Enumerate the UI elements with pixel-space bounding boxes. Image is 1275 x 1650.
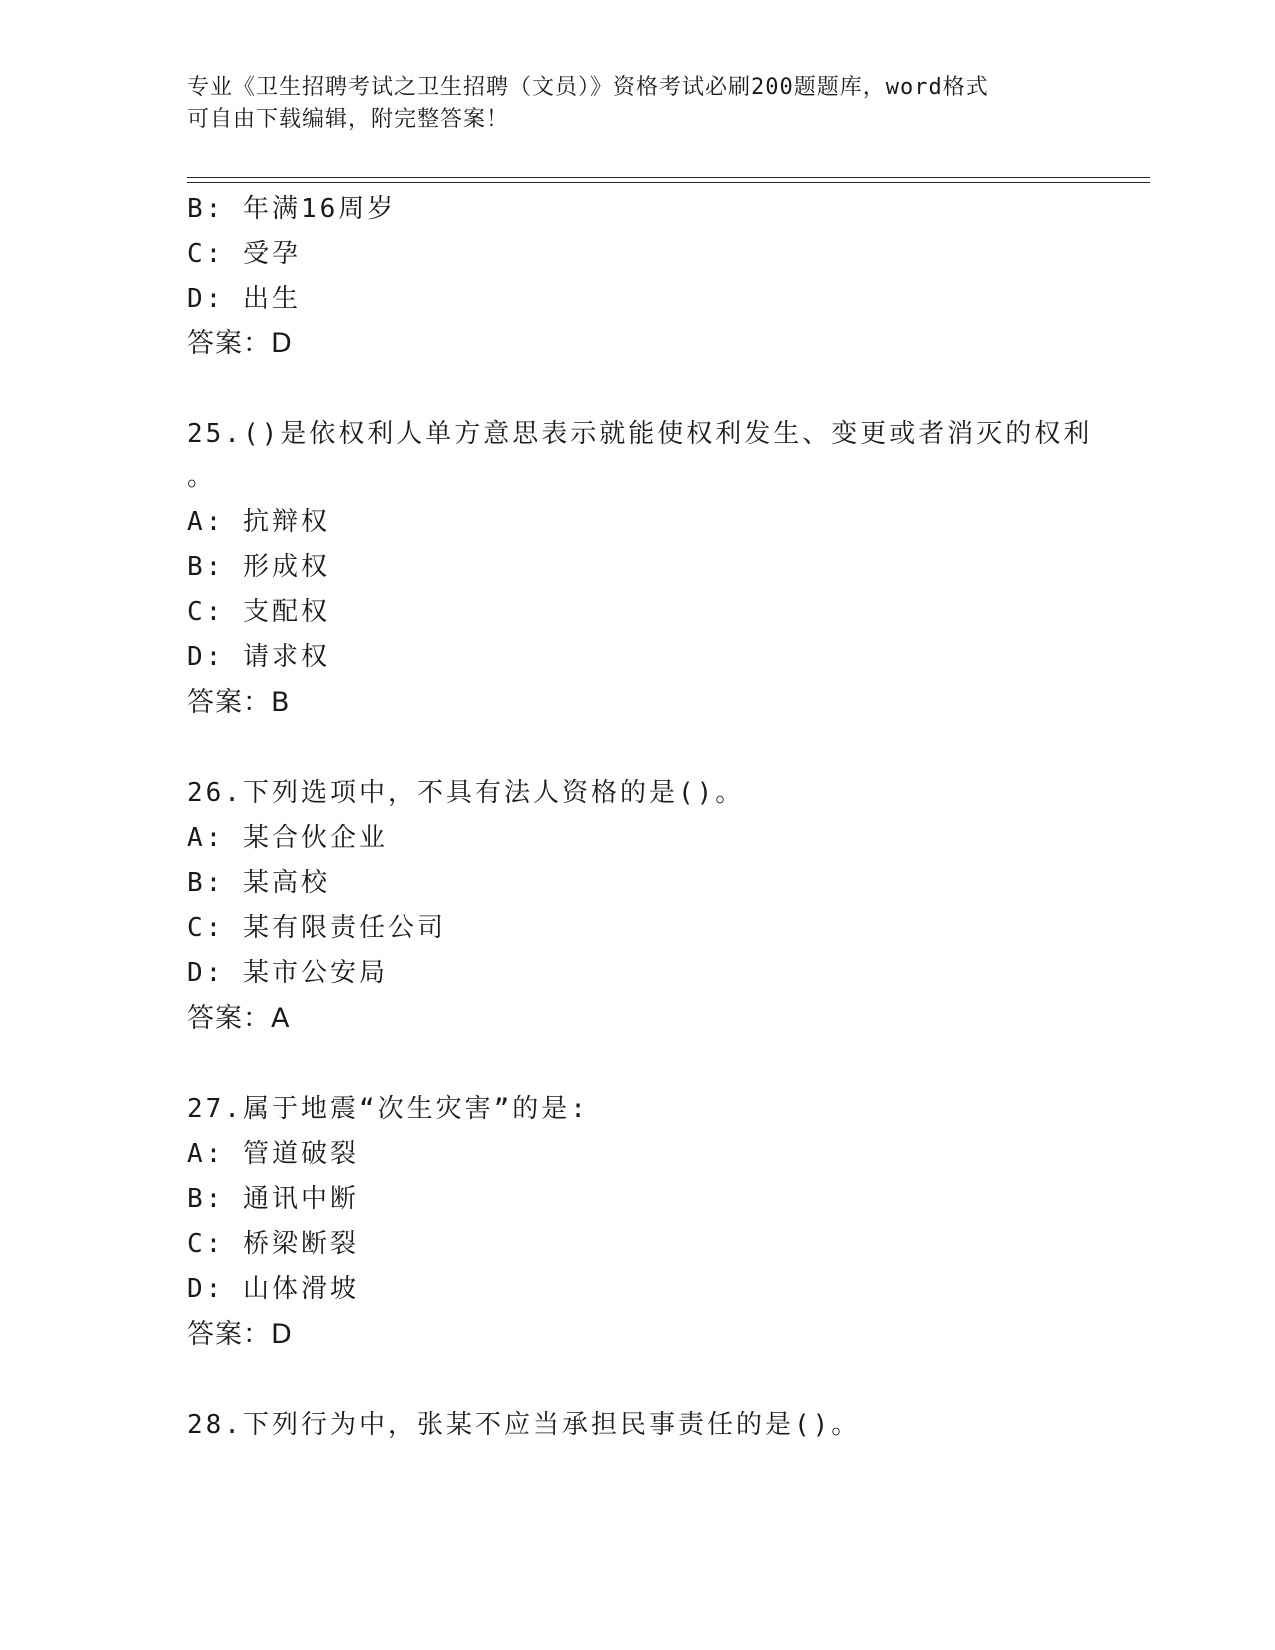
document-header xyxy=(187,72,1067,136)
header-line-1: 专业《卫生招聘考试之卫生招聘（文员）》资格考试必刷200题题库，word格式 xyxy=(187,75,989,100)
q24-option-c: C: 受孕 xyxy=(187,239,301,269)
q24-option-d: D: 出生 xyxy=(187,284,301,314)
q27-option-a: A: 管道破裂 xyxy=(187,1139,359,1169)
header-divider-top xyxy=(187,177,1150,178)
q25-option-c: C: 支配权 xyxy=(187,597,330,627)
q26-option-a: A: 某合伙企业 xyxy=(187,823,388,853)
q24-option-b: B: 年满16周岁 xyxy=(187,194,397,224)
q27-option-c: C: 桥梁断裂 xyxy=(187,1229,359,1259)
q26-option-b: B: 某高校 xyxy=(187,868,330,898)
q27-answer: 答案：D xyxy=(187,1319,293,1350)
header-divider-bottom xyxy=(187,182,1150,183)
q25-option-b: B: 形成权 xyxy=(187,552,330,582)
header-line-2: 可自由下载编辑，附完整答案！ xyxy=(187,107,510,132)
q25-answer: 答案：B xyxy=(187,687,291,718)
q27-option-d: D: 山体滑坡 xyxy=(187,1274,359,1304)
q25-stem: 25.()是依权利人单方意思表示就能使权利发生、变更或者消灭的权利 xyxy=(187,419,1093,449)
q26-stem: 26.下列选项中，不具有法人资格的是()。 xyxy=(187,778,745,808)
q27-option-b: B: 通讯中断 xyxy=(187,1184,359,1214)
q27-stem: 27.属于地震“次生灾害”的是: xyxy=(187,1094,589,1124)
q26-option-c: C: 某有限责任公司 xyxy=(187,913,446,943)
q26-option-d: D: 某市公安局 xyxy=(187,958,388,988)
q25-stem-tail: 。 xyxy=(187,462,217,492)
q28-stem: 28.下列行为中，张某不应当承担民事责任的是()。 xyxy=(187,1410,861,1440)
q26-answer: 答案：A xyxy=(187,1003,291,1034)
q25-option-a: A: 抗辩权 xyxy=(187,507,330,537)
q24-answer: 答案：D xyxy=(187,328,293,359)
q25-option-d: D: 请求权 xyxy=(187,642,330,672)
